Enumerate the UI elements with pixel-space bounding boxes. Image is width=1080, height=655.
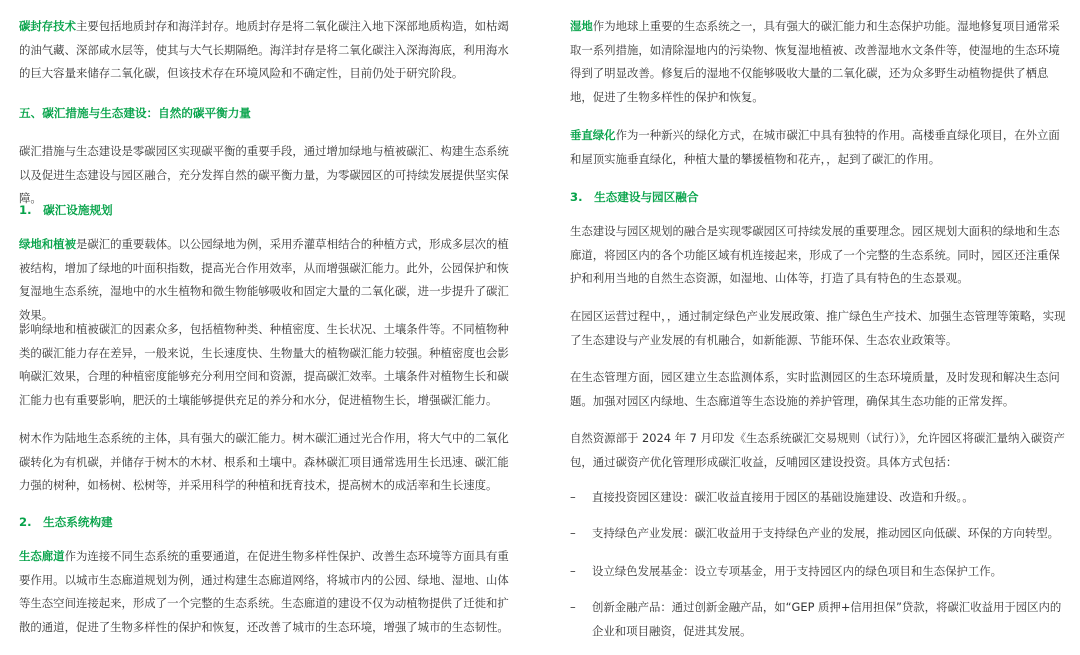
paragraph-green-space — [19, 233, 519, 327]
paragraph-carbon-storage — [19, 15, 519, 86]
paragraph-wetland — [570, 15, 1070, 109]
dash-bullet: – — [570, 564, 576, 578]
list-item: – 直接投资园区建设：碳汇收益直接用于园区的基础设施建设、改造和升级。。 — [570, 486, 1070, 510]
paragraph-text: 作为连接不同生态系统的重要通道，在促进生物多样性保护、改善生态环境等方面具有重要作用。以城市生态廊道规划为例，通过构建生态廊道网络，将城市内的公园、绿地、湿地、山体等生态空间连接起来，形成了一个完整的生态系统。生态廊道的建设不仅为动植物提供了迁徙和扩散的通道，促进了生物多样性的保护和恢复，还改善了城市的生态环境，增强了城市的生态韧性。 — [19, 549, 509, 634]
keyword-ccs: 碳封存技术 — [19, 19, 76, 33]
list-item: – 支持绿色产业发展：碳汇收益用于支持绿色产业的发展，推动园区向低碳、环保的方向转型。 — [570, 522, 1070, 546]
list-item: – 设立绿色发展基金：设立专项基金，用于支持园区内的绿色项目和生态保护工作。 — [570, 560, 1070, 584]
paragraph-text: 作为一种新兴的绿化方式，在城市碳汇中具有独特的作用。高楼垂直绿化项目，在外立面和屋顶实施垂直绿化，种植大量的攀援植物和花卉，，起到了碳汇的作用。 — [570, 128, 1060, 166]
paragraph-text: 主要包括地质封存和海洋封存。地质封存是将二氧化碳注入地下深部地质构造，如枯竭的油气藏、深部咸水层等，使其与大气长期隔绝。海洋封存是将二氧化碳注入深海海底，利用海水的巨大容量来储存二氧化碳，但该技术存在环境风险和不确定性，目前仍处于研究阶段。 — [19, 19, 509, 80]
paragraph-text: 作为地球上重要的生态系统之一，具有强大的碳汇能力和生态保护功能。湿地修复项目通常采取一系列措施，如清除湿地内的污染物、恢复湿地植被、改善湿地水文条件等，使湿地的生态环境得到了明显改善。修复后的湿地不仅能够吸收大量的二氧化碳，还为众多野生动植物提供了栖息地，促进了生物多样性的保护和恢复。 — [570, 19, 1060, 104]
paragraph-vertical-greening — [570, 124, 1070, 171]
paragraph-text: 是碳汇的重要载体。以公园绿地为例，采用乔灌草相结合的种植方式，形成多层次的植被结构，增加了绿地的叶面积指数，提高光合作用效率，从而增强碳汇能力。此外，公园保护和恢复湿地生态系统，湿地中的水生植物和微生物能够吸收和固定大量的二氧化碳，进一步提升了碳汇效果。 — [19, 237, 509, 322]
subheading-1: 1. 碳汇设施规划 — [19, 203, 113, 217]
dash-bullet: – — [570, 600, 576, 614]
paragraph-policy: 自然资源部于 2024 年 7 月印发《生态系统碳汇交易规则（试行）》，允许园区将碳汇量纳入碳资产包，通过碳资产优化管理形成碳汇收益，反哺园区建设投资。具体方式包括： — [570, 431, 1065, 469]
paragraph-eco-management: 在生态管理方面，园区建立生态监测体系，实时监测园区的生态环境质量，及时发现和解决生态问题。加强对园区内绿地、生态廊道等生态设施的养护管理，确保其生态功能的正常发挥。 — [570, 370, 1060, 408]
paragraph-intro: 碳汇措施与生态建设是零碳园区实现碳平衡的重要手段，通过增加绿地与植被碳汇、构建生态系统以及促进生态建设与园区融合，充分发挥自然的碳平衡力量，为零碳园区的可持续发展提供坚实保障。 — [19, 144, 509, 205]
list-item: – 创新金融产品：通过创新金融产品，如“GEP 质押+信用担保”贷款，将碳汇收益用于园区内的企业和项目融资，促进其发展。 — [570, 596, 1070, 643]
paragraph-integration: 生态建设与园区规划的融合是实现零碳园区可持续发展的重要理念。园区规划大面积的绿地和生态廊道，将园区内的各个功能区域有机连接起来，形成了一个完整的生态系统。同时，园区还注重保护和利用当地的自然生态资源，如湿地、山体等，打造了具有特色的生态景观。 — [570, 224, 1060, 285]
paragraph-factors: 影响绿地和植被碳汇的因素众多，包括植物种类、种植密度、生长状况、土壤条件等。不同植物种类的碳汇能力存在差异，一般来说，生长速度快、生物量大的植物碳汇能力较强。种植密度也会影响碳汇效果，合理的种植密度能够充分利用空间和资源，提高碳汇效率。土壤条件对植物生长和碳汇能力也有重要影响，肥沃的土壤能够提供充足的养分和水分，促进植物生长，增强碳汇能力。 — [19, 322, 509, 407]
keyword-eco-corridor: 生态廊道 — [19, 549, 65, 563]
paragraph-operations: 在园区运营过程中，，通过制定绿色产业发展政策、推广绿色生产技术、加强生态管理等策略，实现了生态建设与产业发展的有机融合，如新能源、节能环保、生态农业政策等。 — [570, 309, 1066, 347]
dash-bullet: – — [570, 490, 576, 504]
keyword-vertical-greening: 垂直绿化 — [570, 128, 616, 142]
paragraph-trees: 树木作为陆地生态系统的主体，具有强大的碳汇能力。树木碳汇通过光合作用，将大气中的二氧化碳转化为有机碳，并储存于树木的木材、根系和土壤中。森林碳汇项目通常选用生长迅速、碳汇能力强的树种，如杨树、松树等，并采用科学的种植和抚育技术，提高树木的成活率和生长速度。 — [19, 431, 509, 492]
dash-bullet: – — [570, 526, 576, 540]
paragraph-eco-corridor — [19, 545, 519, 639]
keyword-green-space: 绿地和植被 — [19, 237, 76, 251]
keyword-wetland: 湿地 — [570, 19, 593, 33]
section-heading-5: 五、碳汇措施与生态建设：自然的碳平衡力量 — [19, 106, 251, 120]
subheading-2: 2. 生态系统构建 — [19, 515, 113, 529]
subheading-3: 3. 生态建设与园区融合 — [570, 190, 699, 204]
